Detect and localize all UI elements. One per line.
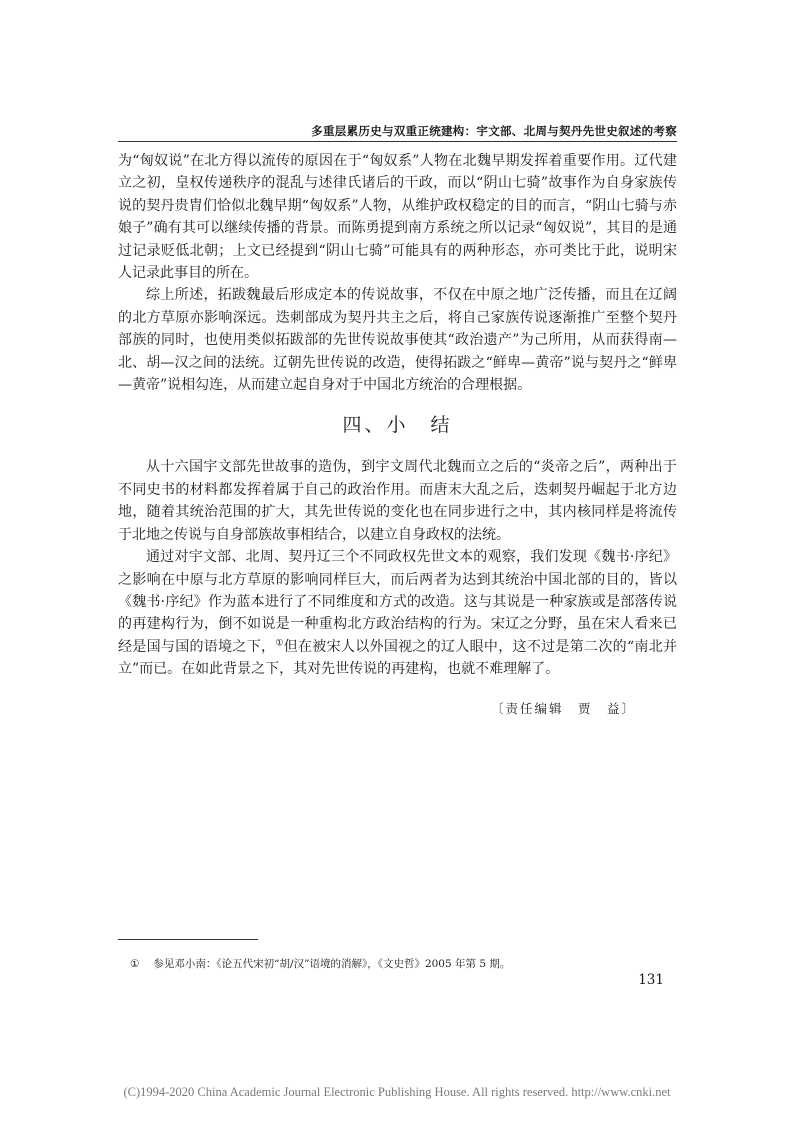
section-title: 四、小 结 [342,414,453,437]
responsible-editor: 〔责任编辑 贾 益〕 [490,701,636,716]
header-rule [118,141,677,142]
footnote-reference[interactable]: ① [275,638,284,649]
footnote-mark: ① [130,958,140,970]
paragraph-text-before-note: 通过对宇文部、北周、契丹辽三个不同政权先世文本的观察，我们发现《魏书·序纪》之影响在中原与北方草原的影响同样巨大，而后两者为达到其统治中国北部的目的，皆以《魏书·序纪》作为蓝本进行了不同维度和方式的改造。这与其说是一种家族或是部落传说的再建构行为，倒不如说是一种重构北方政治结构的行为。宋辽之分野，虽在宋人看来已经是国与国的语境之下， [118,549,677,655]
body-text [118,150,677,681]
paragraph-conclusion-1: 从十六国宇文部先世故事的造伪，到宇文周代北魏而立之后的“炎帝之后”，两种出于不同史书的材料都发挥着属于自己的政治作用。而唐末大乱之后，迭刺契丹崛起于北方边地，随着其统治范围的扩大，其先世传说的变化也在同步进行之中，其内核同样是将流传于北地之传说与自身部族故事相结合，以建立自身政权的法统。 [118,459,677,543]
copyright-footer: (C)1994-2020 China Academic Journal Electronic Publishing House. All rights reserved. http://www.cnki.net [123,1085,671,1099]
page-number: 131 [638,972,664,988]
paragraph-text-after-note: 但在被宋人以外国视之的辽人眼中，这不过是第二次的“南北并立”而已。在如此背景之下，其对先世传说的再建构，也就不难理解了。 [118,638,678,678]
running-head: 多重层累历史与双重正统建构：宇文部、北周与契丹先世史叙述的考察 [311,124,677,138]
paragraph-continued: 为“匈奴说”在北方得以流传的原因在于“匈奴系”人物在北魏早期发挥着重要作用。辽代建立之初，皇权传递秩序的混乱与述律氏诸后的干政，而以“阴山七骑”故事作为自身家族传说的契丹贵胄们恰似北魏早期“匈奴系”人物，从维护政权稳定的目的而言，“阴山七骑与赤娘子”确有其可以继续传播的背景。而陈勇提到南方系统之所以记录“匈奴说”，其目的是通过记录贬低北朝；上文已经提到“阴山七骑”可能具有的两种形态，亦可类比于此，说明宋人记录此事目的所在。 [118,153,677,282]
footnote-rule [118,939,258,940]
footnote-text: 参见邓小南：《论五代宋初“胡/汉”语境的消解》，《文史哲》2005 年第 5 期。 [153,958,511,970]
footnote [130,956,510,971]
paragraph-summary: 综上所述，拓跋魏最后形成定本的传说故事，不仅在中原之地广泛传播，而且在辽阔的北方草原亦影响深远。迭刺部成为契丹共主之后，将自己家族传说逐渐推广至整个契丹部族的同时，也使用类似拓跋部的先世传说故事使其“政治遗产”为己所用，从而获得南—北、胡—汉之间的法统。辽朝先世传说的改造，使得拓跋之“鲜卑—黄帝”说与契丹之“鲜卑—黄帝”说相勾连，从而建立起自身对于中国北方统治的合理根据。 [118,287,677,394]
paragraph-conclusion-2 [118,546,677,680]
